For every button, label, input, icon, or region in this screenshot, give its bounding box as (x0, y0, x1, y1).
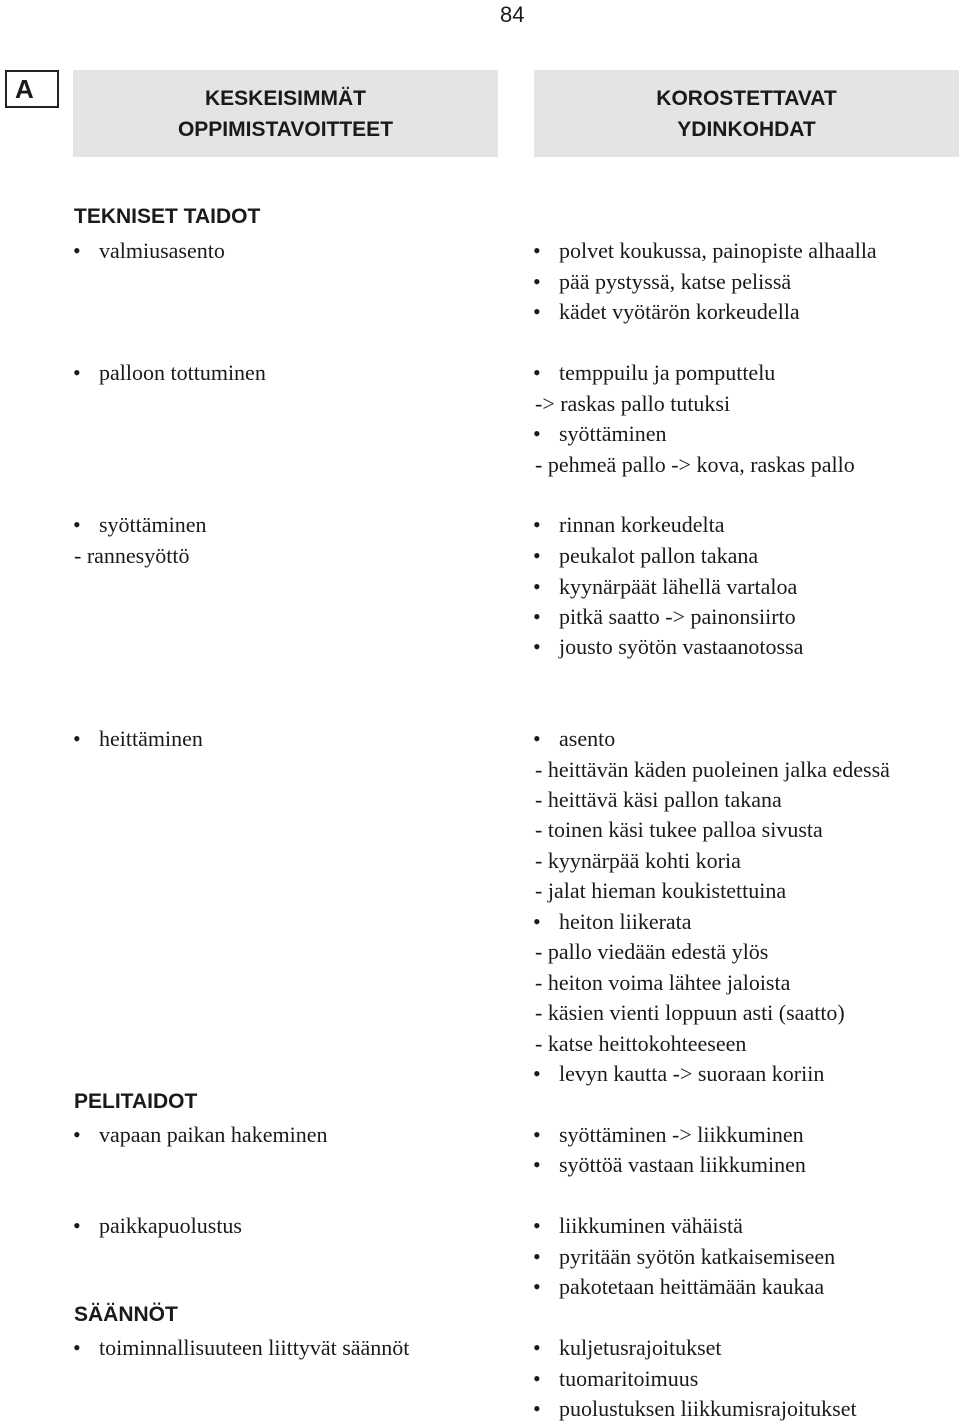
goal-ball-handling: • palloon tottuminen (99, 358, 266, 388)
key-point-line: • liikkuminen vähäistä (559, 1211, 743, 1241)
header-learning-goals (73, 70, 498, 157)
key-point-line: • asento (559, 724, 615, 754)
key-point-line: • kyynärpäät lähellä vartaloa (559, 572, 797, 602)
heading-rules: SÄÄNNÖT (74, 1303, 178, 1326)
key-point-line: • syöttäminen -> liikkuminen (559, 1120, 804, 1150)
heading-technical-skills: TEKNISET TAIDOT (74, 205, 261, 228)
key-point-line: • heiton liikerata (559, 907, 692, 937)
key-point-line: • rinnan korkeudelta (559, 510, 725, 540)
section-letter-box: A (5, 70, 59, 108)
goal-functional-rules: • toiminnallisuuteen liittyvät säännöt (99, 1333, 409, 1363)
key-point-line: -> raskas pallo tutuksi (535, 391, 731, 416)
header-right-line-2: YDINKOHDAT (677, 117, 816, 141)
key-point-line: • pää pystyssä, katse pelissä (559, 267, 791, 297)
goal-passing: • syöttäminen (99, 510, 207, 540)
key-point-line: - katse heittokohteeseen (535, 1031, 747, 1056)
key-point-line: • temppuilu ja pomputtelu (559, 358, 775, 388)
key-point-line: - pehmeä pallo -> kova, raskas pallo (535, 452, 855, 477)
key-point-line: • jousto syötön vastaanotossa (559, 632, 803, 662)
key-point-line: • pyritään syötön katkaisemiseen (559, 1242, 835, 1272)
key-point-line: • kuljetusrajoitukset (559, 1333, 722, 1363)
key-point-line: • pakotetaan heittämään kaukaa (559, 1272, 824, 1302)
goal-find-open-space: • vapaan paikan hakeminen (99, 1120, 327, 1150)
header-left-line-1: KESKEISIMMÄT (204, 86, 366, 110)
key-point-line: • polvet koukussa, painopiste alhaalla (559, 236, 877, 266)
heading-game-skills: PELITAIDOT (74, 1090, 198, 1113)
key-point-line: - heiton voima lähtee jaloista (535, 970, 791, 995)
key-point-line: - heittävä käsi pallon takana (535, 787, 782, 812)
key-point-line: • tuomaritoimuus (559, 1364, 698, 1394)
header-right-line-1: KOROSTETTAVAT (656, 86, 837, 110)
key-point-line: - käsien vienti loppuun asti (saatto) (535, 1000, 845, 1025)
key-point-line: • levyn kautta -> suoraan koriin (559, 1059, 824, 1089)
header-key-points (534, 70, 959, 157)
header-left-line-2: OPPIMISTAVOITTEET (177, 117, 394, 141)
goal-shooting: • heittäminen (99, 724, 203, 754)
key-point-line: • puolustuksen liikkumisrajoitukset (559, 1394, 857, 1424)
key-point-line: - kyynärpää kohti koria (535, 848, 741, 873)
goal-ready-position: • valmiusasento (99, 236, 225, 266)
key-point-line: - jalat hieman koukistettuina (535, 878, 787, 903)
goal-chest-pass: - rannesyöttö (74, 543, 190, 568)
key-point-line: - heittävän käden puoleinen jalka edessä (535, 757, 890, 782)
key-point-line: • pitkä saatto -> painonsiirto (559, 602, 796, 632)
key-point-line: • syöttöä vastaan liikkuminen (559, 1150, 806, 1180)
key-point-line: - toinen käsi tukee palloa sivusta (535, 817, 823, 842)
page-number: 84 (500, 2, 525, 27)
key-point-line: • peukalot pallon takana (559, 541, 758, 571)
key-point-line: • syöttäminen (559, 419, 667, 449)
key-point-line: - pallo viedään edestä ylös (535, 939, 769, 964)
key-point-line: • kädet vyötärön korkeudella (559, 297, 800, 327)
goal-zone-defense: • paikkapuolustus (99, 1211, 242, 1241)
